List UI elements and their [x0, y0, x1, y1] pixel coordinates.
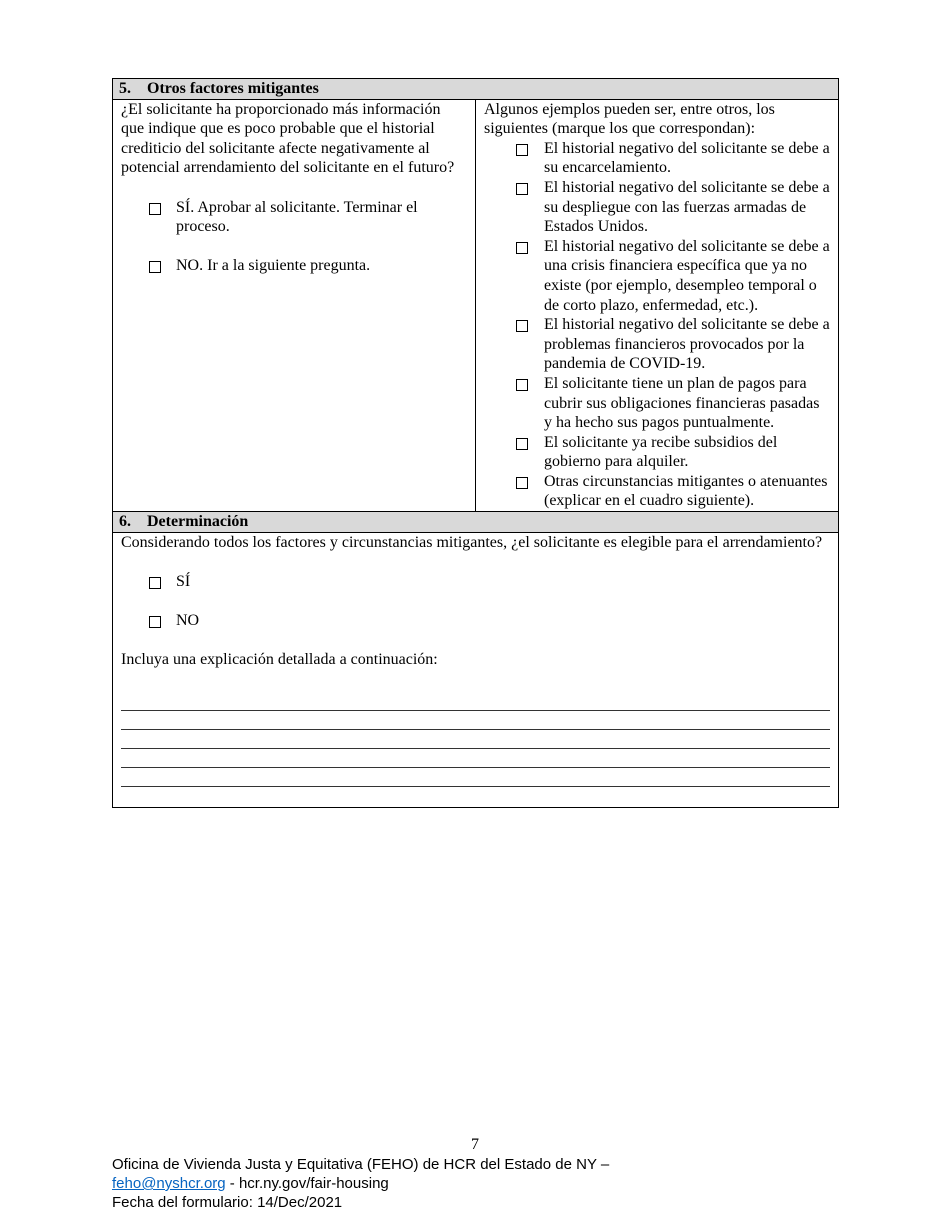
example-label: Otras circunstancias mitigantes o atenuantes (explicar en el cuadro siguiente).: [544, 472, 828, 510]
explanation-line[interactable]: [121, 749, 830, 768]
explanation-line[interactable]: [121, 711, 830, 730]
examples-intro: Algunos ejemplos pueden ser, entre otros, los siguientes (marque los que correspondan):: [484, 100, 775, 138]
form-table: [112, 78, 839, 808]
checkbox-example[interactable]: [516, 477, 528, 489]
example-label: El historial negativo del solicitante se debe a su despliegue con las fuerzas armadas de Estados Unidos.: [544, 178, 830, 236]
checkbox-example[interactable]: [516, 438, 528, 450]
example-item[interactable]: [484, 178, 830, 237]
section-5-question-cell: [113, 99, 476, 511]
explanation-line[interactable]: [121, 768, 830, 787]
footer-website: - hcr.ny.gov/fair-housing: [225, 1175, 389, 1192]
example-item[interactable]: [484, 139, 830, 178]
determination-no-label: NO: [176, 612, 200, 630]
section-6-number: 6.: [119, 513, 131, 531]
checkbox-determination-no[interactable]: [149, 616, 161, 628]
example-item[interactable]: [484, 433, 830, 472]
footer-email-link[interactable]: feho@nyshcr.org: [112, 1175, 226, 1192]
example-item[interactable]: [484, 472, 830, 511]
example-label: El solicitante tiene un plan de pagos para cubrir sus obligaciones financieras pasadas y ha hecho sus pagos puntualmente.: [544, 374, 820, 432]
example-item[interactable]: [484, 374, 830, 433]
example-label: El historial negativo del solicitante se debe a su encarcelamiento.: [544, 139, 830, 177]
section-5-question: ¿El solicitante ha proporcionado más información que indique que es poco probable que el historial crediticio del solicitante afecte negativamente al potencial arrendamiento del solicitante en el futuro?: [121, 100, 455, 177]
example-label: El solicitante ya recibe subsidios del gobierno para alquiler.: [544, 433, 778, 471]
footer-contact: [112, 1174, 609, 1193]
section-6-header: [113, 512, 839, 533]
example-item[interactable]: [484, 315, 830, 374]
section-5-number: 5.: [119, 80, 131, 97]
section-5-title: Otros factores mitigantes: [147, 80, 319, 97]
checkbox-yes-approve[interactable]: [149, 203, 161, 215]
explanation-lines[interactable]: [121, 692, 830, 787]
explanation-prompt: Incluya una explicación detallada a continuación:: [121, 651, 438, 669]
checkbox-determination-yes[interactable]: [149, 577, 161, 589]
footer-form-date: Fecha del formulario: 14/Dec/2021: [112, 1194, 343, 1211]
footer-office: Oficina de Vivienda Justa y Equitativa (FEHO) de HCR del Estado de NY –: [112, 1156, 610, 1173]
examples-list: [484, 139, 830, 511]
section-5-header: [113, 79, 839, 100]
determination-cell: [113, 532, 839, 807]
checkbox-example[interactable]: [516, 242, 528, 254]
example-item[interactable]: [484, 237, 830, 315]
section-6-title: Determinación: [147, 513, 249, 531]
checkbox-example[interactable]: [516, 144, 528, 156]
determination-yes-label: SÍ: [176, 572, 191, 590]
option-yes-approve-label: SÍ. Aprobar al solicitante. Terminar el proceso.: [176, 198, 418, 236]
determination-question: Considerando todos los factores y circunstancias mitigantes, ¿el solicitante es elegible para el arrendamiento?: [121, 533, 823, 551]
checkbox-example[interactable]: [516, 379, 528, 391]
checkbox-example[interactable]: [516, 183, 528, 195]
example-label: El historial negativo del solicitante se debe a una crisis financiera específica que ya no existe (por ejemplo, desempleo temporal o de corto plazo, enfermedad, etc.).: [544, 237, 830, 314]
option-no-next[interactable]: [121, 256, 467, 276]
determination-option-yes[interactable]: [121, 572, 830, 592]
explanation-line[interactable]: [121, 692, 830, 711]
explanation-line[interactable]: [121, 730, 830, 749]
checkbox-no-next[interactable]: [149, 261, 161, 273]
checkbox-example[interactable]: [516, 320, 528, 332]
footer: [112, 1155, 609, 1212]
section-5-examples-cell: [476, 99, 839, 511]
determination-option-no[interactable]: [121, 611, 830, 631]
option-yes-approve[interactable]: [121, 198, 467, 237]
option-no-next-label: NO. Ir a la siguiente pregunta.: [176, 257, 371, 275]
example-label: El historial negativo del solicitante se debe a problemas financieros provocados por la pandemia de COVID-19.: [544, 316, 830, 373]
page-number: 7: [471, 1136, 479, 1153]
